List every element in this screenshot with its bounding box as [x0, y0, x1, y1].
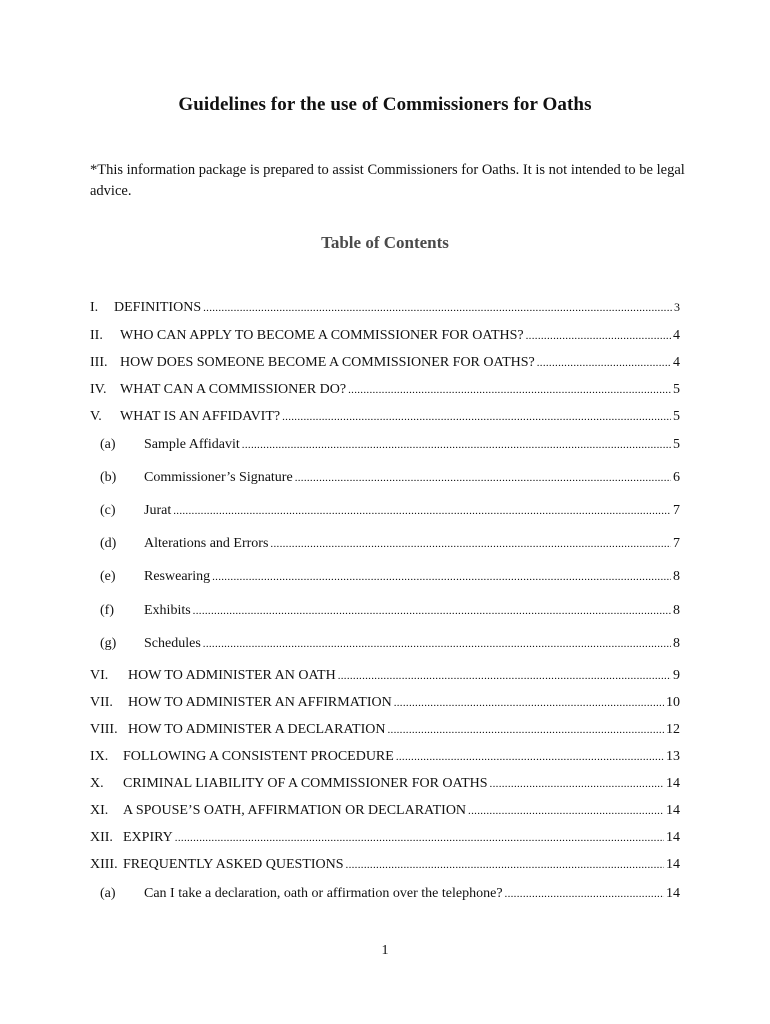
toc-entry-administer-oath[interactable] — [90, 665, 680, 683]
toc-entry-label: Jurat — [144, 503, 172, 518]
toc-entry-number: (a) — [100, 437, 116, 452]
toc-dot-leader — [203, 633, 671, 647]
toc-entry-jurat[interactable] — [90, 500, 680, 518]
toc-entry-page: 14 — [666, 803, 680, 818]
toc-dot-leader — [242, 434, 671, 448]
toc-entry-label: FOLLOWING A CONSISTENT PROCEDURE — [123, 749, 394, 764]
toc-dot-leader — [537, 352, 671, 366]
toc-entry-number: III. — [90, 355, 108, 370]
toc-entry-number: (e) — [100, 569, 116, 584]
toc-entry-who-can-apply[interactable] — [90, 325, 680, 343]
toc-dot-leader — [270, 533, 671, 547]
toc-entry-label: Exhibits — [144, 603, 191, 618]
toc-entry-label: HOW TO ADMINISTER AN AFFIRMATION — [128, 695, 392, 710]
toc-dot-leader — [193, 600, 671, 614]
toc-entry-definitions[interactable] — [90, 297, 680, 315]
toc-entry-administer-declaration[interactable] — [90, 719, 680, 737]
toc-entry-label: WHAT CAN A COMMISSIONER DO? — [120, 382, 347, 397]
toc-entry-page: 6 — [673, 470, 680, 485]
toc-entry-page: 7 — [673, 536, 680, 551]
toc-entry-number: IX. — [90, 749, 109, 764]
toc-entry-page: 14 — [666, 857, 680, 872]
toc-entry-label: Commissioner’s Signature — [144, 470, 293, 485]
toc-entry-number: II. — [90, 328, 103, 343]
toc-entry-what-can-commissioner-do[interactable] — [90, 379, 680, 397]
toc-entry-label: Sample Affidavit — [144, 437, 240, 452]
toc-entry-number: IV. — [90, 382, 107, 397]
toc-entry-number: (b) — [100, 470, 117, 485]
toc-entry-page: 14 — [666, 830, 680, 845]
toc-entry-page: 5 — [673, 437, 680, 452]
toc-dot-leader — [203, 297, 672, 311]
toc-entry-page: 3 — [674, 300, 680, 314]
toc-dot-leader — [396, 746, 664, 760]
toc-entry-page: 7 — [673, 503, 680, 518]
toc-entry-number: (f) — [100, 603, 114, 618]
toc-entry-number: XII. — [90, 830, 113, 845]
toc-entry-label: HOW DOES SOMEONE BECOME A COMMISSIONER FOR OATHS? — [120, 355, 535, 370]
toc-dot-leader — [526, 325, 671, 339]
toc-entry-label: Alterations and Errors — [144, 536, 269, 551]
toc-entry-number: VII. — [90, 695, 113, 710]
toc-dot-leader — [212, 566, 671, 580]
toc-entry-alterations-errors[interactable] — [90, 533, 680, 551]
toc-dot-leader — [394, 692, 664, 706]
toc-entry-reswearing[interactable] — [90, 566, 680, 584]
toc-dot-leader — [348, 379, 671, 393]
toc-dot-leader — [387, 719, 664, 733]
toc-entry-label: Reswearing — [144, 569, 211, 584]
toc-entry-label: Can I take a declaration, oath or affirmation over the telephone? — [144, 886, 503, 901]
toc-entry-commissioners-signature[interactable] — [90, 467, 680, 485]
toc-entry-what-is-affidavit[interactable] — [90, 406, 680, 424]
toc-entry-page: 12 — [666, 722, 680, 737]
toc-entry-page: 4 — [673, 355, 680, 370]
toc-entry-number: V. — [90, 409, 102, 424]
toc-entry-number: (a) — [100, 886, 116, 901]
toc-entry-number: VI. — [90, 668, 109, 683]
toc-entry-expiry[interactable] — [90, 827, 680, 845]
toc-entry-page: 10 — [666, 695, 680, 710]
toc-entry-spouses-oath[interactable] — [90, 800, 680, 818]
toc-dot-leader — [505, 883, 664, 897]
toc-entry-number: XIII. — [90, 857, 118, 872]
toc-entry-exhibits[interactable] — [90, 600, 680, 618]
toc-entry-label: DEFINITIONS — [114, 300, 202, 315]
toc-entry-criminal-liability[interactable] — [90, 773, 680, 791]
toc-entry-label: A SPOUSE’S OATH, AFFIRMATION OR DECLARATION — [123, 803, 467, 818]
toc-entry-consistent-procedure[interactable] — [90, 746, 680, 764]
toc-dot-leader — [173, 500, 671, 514]
toc-heading: Table of Contents — [321, 233, 449, 252]
toc-entry-number: VIII. — [90, 722, 118, 737]
toc-dot-leader — [346, 854, 664, 868]
toc-entry-schedules[interactable] — [90, 633, 680, 651]
toc-entry-number: (g) — [100, 636, 117, 651]
toc-dot-leader — [295, 467, 671, 481]
toc-entry-page: 9 — [673, 668, 680, 683]
page-number: 1 — [381, 943, 389, 958]
toc-entry-page: 14 — [666, 886, 680, 901]
toc-entry-how-become[interactable] — [90, 352, 680, 370]
toc-entry-page: 14 — [666, 776, 680, 791]
toc-entry-number: X. — [90, 776, 104, 791]
document-title: Guidelines for the use of Commissioners for Oaths — [178, 94, 592, 115]
toc-entry-number: XI. — [90, 803, 109, 818]
toc-entry-number: (d) — [100, 536, 117, 551]
toc-entry-page: 8 — [673, 569, 680, 584]
toc-entry-page: 5 — [673, 409, 680, 424]
toc-entry-sample-affidavit[interactable] — [90, 434, 680, 452]
toc-entry-label: CRIMINAL LIABILITY OF A COMMISSIONER FOR OATHS — [123, 776, 488, 791]
toc-entry-number: I. — [90, 300, 99, 315]
toc-entry-label: EXPIRY — [123, 830, 173, 845]
toc-entry-label: HOW TO ADMINISTER AN OATH — [128, 668, 336, 683]
toc-dot-leader — [468, 800, 664, 814]
toc-entry-label: WHAT IS AN AFFIDAVIT? — [120, 409, 281, 424]
toc-entry-faq[interactable] — [90, 854, 680, 872]
toc-entry-label: HOW TO ADMINISTER A DECLARATION — [128, 722, 386, 737]
toc-entry-page: 8 — [673, 636, 680, 651]
toc-dot-leader — [175, 827, 664, 841]
toc-entry-page: 13 — [666, 749, 680, 764]
toc-entry-page: 8 — [673, 603, 680, 618]
toc-entry-label: FREQUENTLY ASKED QUESTIONS — [123, 857, 344, 872]
toc-entry-administer-affirmation[interactable] — [90, 692, 680, 710]
toc-dot-leader — [490, 773, 664, 787]
toc-dot-leader — [338, 665, 671, 679]
toc-entry-page: 5 — [673, 382, 680, 397]
toc-entry-label: WHO CAN APPLY TO BECOME A COMMISSIONER FOR OATHS? — [120, 328, 524, 343]
toc-entry-label: Schedules — [144, 636, 201, 651]
disclaimer-text: *This information package is prepared to assist Commissioners for Oaths. It is not intended to be legal advice. — [90, 162, 685, 199]
toc-dot-leader — [282, 406, 671, 420]
toc-entry-number: (c) — [100, 503, 116, 518]
toc-entry-page: 4 — [673, 328, 680, 343]
toc-entry-telephone-question[interactable] — [90, 883, 680, 901]
